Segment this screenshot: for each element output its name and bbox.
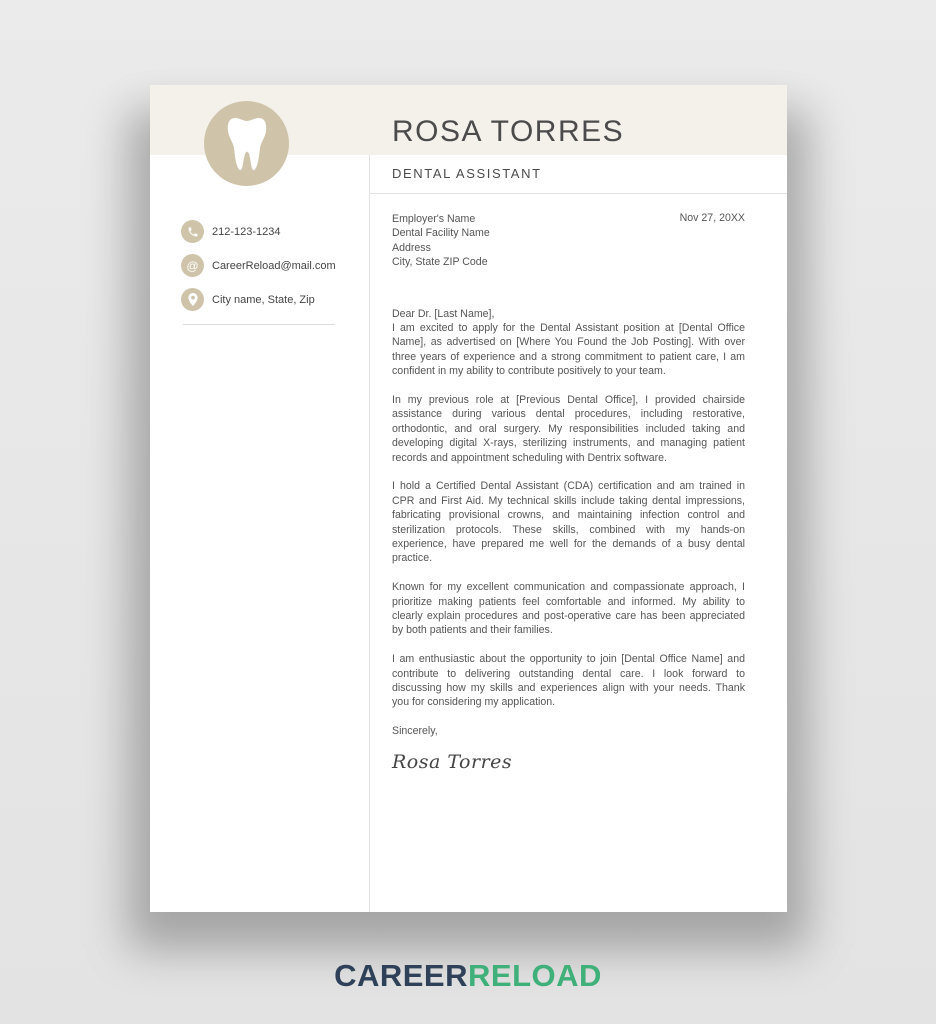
location-pin-icon	[181, 288, 204, 311]
job-title: DENTAL ASSISTANT	[392, 166, 542, 181]
phone-icon	[181, 220, 204, 243]
contact-divider	[183, 324, 335, 325]
contact-phone	[181, 220, 336, 243]
location-text: City name, State, Zip	[212, 293, 315, 306]
contact-location	[181, 288, 336, 311]
closing: Sincerely,	[392, 725, 438, 738]
paragraph: I hold a Certified Dental Assistant (CDA) certification and am trained in CPR and First Aid. My technical skills include taking dental impressions, fabricating provisional crowns, and maintaining infection control and sterilization protocols. These skills, combined with my hands-on experience, have prepared me well for the demands of a busy dental practice.	[392, 480, 745, 565]
paragraph: Known for my excellent communication and compassionate approach, I prioritize making patients feel comfortable and informed. My ability to clearly explain procedures and post-operative care has been appreciated by both patients and their families.	[392, 581, 745, 637]
brand-logo	[0, 958, 936, 994]
recipient-address	[392, 212, 745, 270]
vertical-divider	[369, 155, 370, 912]
email-text: CareerReload@mail.com	[212, 259, 336, 272]
avatar	[204, 101, 289, 186]
recipient-line: Address	[392, 241, 431, 254]
signature: Rosa Torres	[392, 750, 513, 773]
contact-email	[181, 254, 336, 277]
tooth-icon	[227, 116, 267, 172]
contact-list	[181, 220, 336, 322]
recipient-line: City, State ZIP Code	[392, 256, 488, 269]
phone-text: 212-123-1234	[212, 225, 281, 238]
brand-part-career: CAREER	[334, 958, 468, 993]
recipient-line: Dental Facility Name	[392, 227, 490, 240]
letter-body	[392, 212, 745, 773]
salutation: Dear Dr. [Last Name],	[392, 307, 495, 320]
paragraph: I am excited to apply for the Dental Assistant position at [Dental Office Name], as advertised on [Where You Found the Job Posting]. With over three years of experience and a strong commitment to patient care, I am confident in my ability to contribute positively to your team.	[392, 321, 745, 378]
candidate-name: ROSA TORRES	[392, 115, 625, 148]
paragraph: I am enthusiastic about the opportunity to join [Dental Office Name] and contribute to delivering outstanding dental care. I look forward to discussing how my skills and experiences align with your needs. Thank you for considering my application.	[392, 653, 745, 709]
brand-part-reload: RELOAD	[468, 958, 602, 993]
title-divider	[369, 193, 787, 194]
paragraph: In my previous role at [Previous Dental Office], I provided chairside assistance during various dental procedures, including restorative, orthodontic, and oral surgery. My responsibilities included taking and developing digital X-rays, sterilizing instruments, and managing patient records and appointment scheduling with Dentrix software.	[392, 393, 745, 464]
recipient-line: Employer's Name	[392, 213, 476, 225]
letter-date: Nov 27, 20XX	[679, 212, 745, 224]
at-icon: @	[181, 254, 204, 277]
cover-letter-page	[150, 85, 787, 912]
